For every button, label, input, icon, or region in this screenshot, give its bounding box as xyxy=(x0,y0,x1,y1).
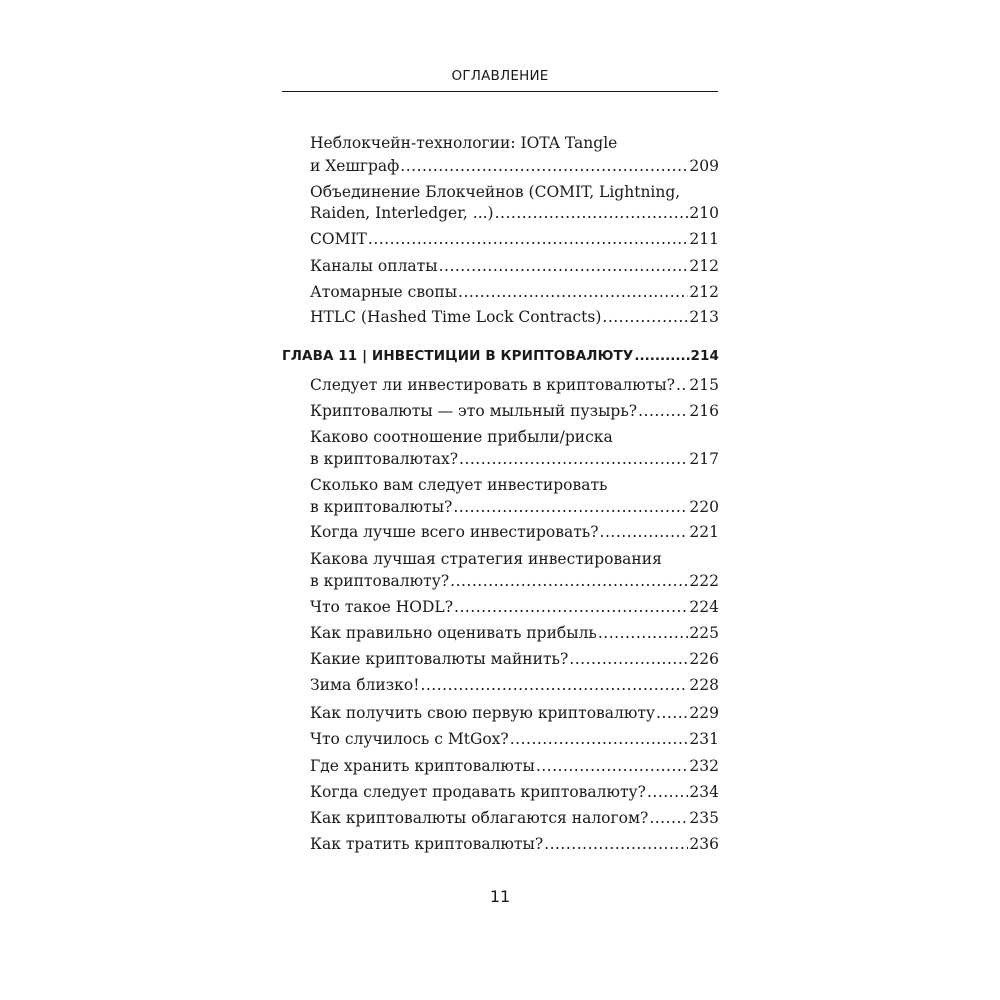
toc-entry xyxy=(310,254,719,278)
toc-entry-title: Как правильно оценивать прибыль xyxy=(310,624,597,642)
toc-entry xyxy=(310,647,719,671)
toc-entry-page: 226 xyxy=(689,650,719,668)
toc-entry xyxy=(310,280,719,304)
toc-entry xyxy=(310,727,719,751)
toc-entry-page: 211 xyxy=(689,230,719,248)
dot-leader xyxy=(459,447,688,471)
toc-entry-line: Неблокчейн-технологии: IOTA Tangle xyxy=(310,134,618,152)
toc-entry-title: в криптовалюту? xyxy=(310,572,450,590)
toc-entry-title: Какие криптовалюты майнить? xyxy=(310,650,569,668)
running-header: ОГЛАВЛЕНИЕ xyxy=(451,68,549,84)
toc-entry-title: Когда следует продавать криптовалюту? xyxy=(310,783,646,801)
toc-entry-title: COMIT xyxy=(310,230,367,248)
toc-entry xyxy=(310,621,719,645)
toc-entry-title: Атомарные свопы xyxy=(310,283,458,301)
toc-entry xyxy=(310,227,719,251)
toc-entry xyxy=(310,595,719,619)
toc-entry-page: 235 xyxy=(689,809,719,827)
dot-leader xyxy=(544,832,688,856)
toc-entry-page: 213 xyxy=(689,308,719,326)
toc-entry xyxy=(310,832,719,856)
toc-entry-page: 232 xyxy=(689,757,719,775)
toc-entry-page: 215 xyxy=(689,376,719,394)
toc-entry-page: 224 xyxy=(689,598,719,616)
dot-leader xyxy=(600,520,689,544)
dot-leader xyxy=(420,673,688,697)
toc-entry xyxy=(310,780,719,804)
toc-entry xyxy=(310,201,719,225)
chapter-title: ГЛАВА 11 | ИНВЕСТИЦИИ В КРИПТОВАЛЮТУ xyxy=(282,348,634,364)
toc-entry xyxy=(310,673,719,697)
dot-leader xyxy=(647,780,688,804)
toc-entry-page: 220 xyxy=(689,498,719,516)
toc-entry-page: 217 xyxy=(689,450,719,468)
dot-leader xyxy=(656,701,688,725)
chapter-page: 214 xyxy=(690,348,719,364)
dot-leader xyxy=(634,344,689,368)
dot-leader xyxy=(676,373,688,397)
toc-entry-page: 229 xyxy=(689,704,719,722)
dot-leader xyxy=(602,305,688,329)
dot-leader xyxy=(400,154,688,178)
toc-entry-title: Что случилось с MtGox? xyxy=(310,730,509,748)
chapter-heading xyxy=(282,344,719,368)
toc-entry-title: Когда лучше всего инвестировать? xyxy=(310,523,599,541)
toc-entry-page: 231 xyxy=(689,730,719,748)
toc-entry xyxy=(310,305,719,329)
toc-entry-page: 236 xyxy=(689,835,719,853)
toc-entry-title: Каналы оплаты xyxy=(310,257,438,275)
toc-entry-title: Следует ли инвестировать в криптовалюты? xyxy=(310,376,675,394)
page-number: 11 xyxy=(489,887,511,906)
toc-entry xyxy=(310,520,719,544)
dot-leader xyxy=(453,495,688,519)
dot-leader xyxy=(458,280,688,304)
toc-entry-title: в криптовалюты? xyxy=(310,498,453,516)
toc-entry-page: 228 xyxy=(689,676,719,694)
toc-entry-page: 225 xyxy=(689,624,719,642)
toc-entry-page: 209 xyxy=(689,157,719,175)
dot-leader xyxy=(439,254,689,278)
toc-entry-page: 216 xyxy=(689,402,719,420)
toc-entry xyxy=(310,754,719,778)
toc-entry-title: Криптовалюты — это мыльный пузырь? xyxy=(310,402,638,420)
toc-entry xyxy=(310,447,719,471)
toc-entry xyxy=(310,154,719,178)
toc-entry-title: и Хешграф xyxy=(310,157,400,175)
dot-leader xyxy=(598,621,689,645)
toc-entry-title: Как получить свою первую криптовалюту xyxy=(310,704,656,722)
dot-leader xyxy=(495,201,689,225)
toc-entry xyxy=(310,806,719,830)
toc-entry-line: Какова лучшая стратегия инвестирования xyxy=(310,550,662,568)
toc-entry-title: Raiden, Interledger, ...) xyxy=(310,204,494,222)
table-of-contents xyxy=(282,0,719,1000)
dot-leader xyxy=(536,754,689,778)
toc-entry-page: 212 xyxy=(689,283,719,301)
toc-entry-title: Как криптовалюты облагаются налогом? xyxy=(310,809,649,827)
toc-entry-title: Что такое HODL? xyxy=(310,598,454,616)
toc-entry-page: 234 xyxy=(689,783,719,801)
toc-entry xyxy=(310,701,719,725)
toc-entry-page: 222 xyxy=(689,572,719,590)
toc-entry-line: Каково соотношение прибыли/риска xyxy=(310,428,613,446)
toc-entry-page: 210 xyxy=(689,204,719,222)
toc-entry-line: Объединение Блокчейнов (COMIT, Lightning, xyxy=(310,183,681,201)
toc-entry xyxy=(310,569,719,593)
toc-entry-title: Как тратить криптовалюты? xyxy=(310,835,544,853)
toc-entry-page: 221 xyxy=(689,523,719,541)
toc-entry-title: Где хранить криптовалюты xyxy=(310,757,535,775)
toc-entry-title: в криптовалютах? xyxy=(310,450,459,468)
dot-leader xyxy=(638,399,688,423)
dot-leader xyxy=(454,595,688,619)
dot-leader xyxy=(649,806,688,830)
dot-leader xyxy=(450,569,688,593)
dot-leader xyxy=(368,227,689,251)
toc-entry-line: Сколько вам следует инвестировать xyxy=(310,476,608,494)
toc-entry xyxy=(310,373,719,397)
toc-entry-title: HTLC (Hashed Time Lock Contracts) xyxy=(310,308,602,326)
toc-entry-page: 212 xyxy=(689,257,719,275)
dot-leader xyxy=(510,727,689,751)
toc-entry xyxy=(310,495,719,519)
toc-entry-title: Зима близко! xyxy=(310,676,420,694)
toc-entry xyxy=(310,399,719,423)
dot-leader xyxy=(569,647,688,671)
